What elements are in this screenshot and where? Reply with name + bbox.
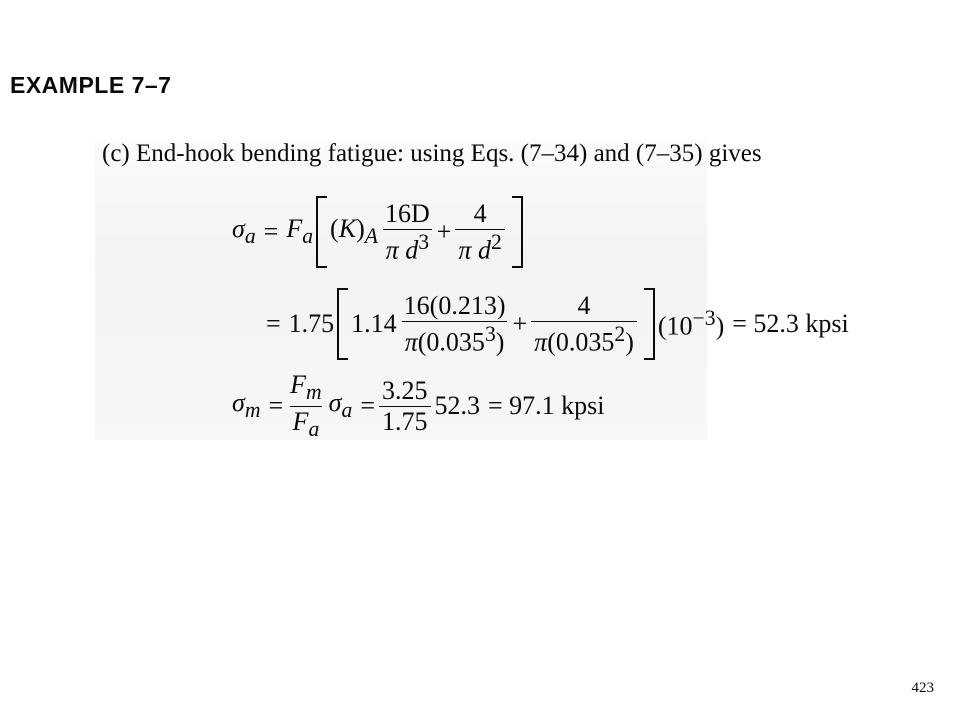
right-bracket [512,196,523,268]
right-bracket [644,288,655,360]
sigma-m-result: = 97.1 kpsi [488,391,605,420]
example-title: EXAMPLE 7–7 [10,72,172,98]
part-label: (c) [102,140,130,167]
intro-text: (c) End-hook bending fatigue: using Eqs. (7–34) and (7–35) gives [102,140,762,167]
bending-fraction: $\frac{16D}{\pi d^3}$ [382,199,433,265]
force-ratio-fraction: $\frac{F_m}{F_a}$ [290,370,322,441]
axial-fraction: $\frac{4}{\pi d^2}$ [455,199,504,265]
sigma-a-term: $\sigma_a$ [328,388,353,423]
left-bracket [337,288,348,360]
force-a-symbol: $F_a$ [286,214,314,249]
sigma-a-result: = 52.3 kpsi [732,309,849,338]
sigma-a-symbol: $\sigma_a$ [232,214,256,249]
bending-fraction-numeric: $\frac{16(0.213)}{\pi(0.035^3)}$ [403,290,506,357]
k-factor: $(K)_A$ [330,214,378,249]
left-bracket [316,196,327,268]
equation-sigma-a: $\sigma_a$ = $F_a$ $(K)_A$ $\frac{16D}{\pi d^3}$ + $\frac{4}{\pi d^2}$ [232,190,526,274]
equation-sigma-m: $\sigma_m$ = $\frac{F_m}{F_a}$ $\sigma_a$ = $\frac{3.25}{1.75}$ 52.3 = 97.1 kpsi [232,370,605,441]
force-ratio-numeric: $\frac{3.25}{1.75}$ [379,376,431,437]
equation-sigma-a-numeric: = 1.75 1.14 $\frac{16(0.213)}{\pi(0.035^3)}$ + $\frac{4}{\pi(0.035^2)}$ $(10^{-3})$ = 52.3 kpsi [266,282,849,366]
sigma-m-symbol: $\sigma_m$ [232,388,261,423]
axial-fraction-numeric: $\frac{4}{\pi(0.035^2)}$ [531,291,637,357]
page-number: 423 [911,680,934,696]
unit-factor: $(10^{-3})$ [657,306,725,341]
